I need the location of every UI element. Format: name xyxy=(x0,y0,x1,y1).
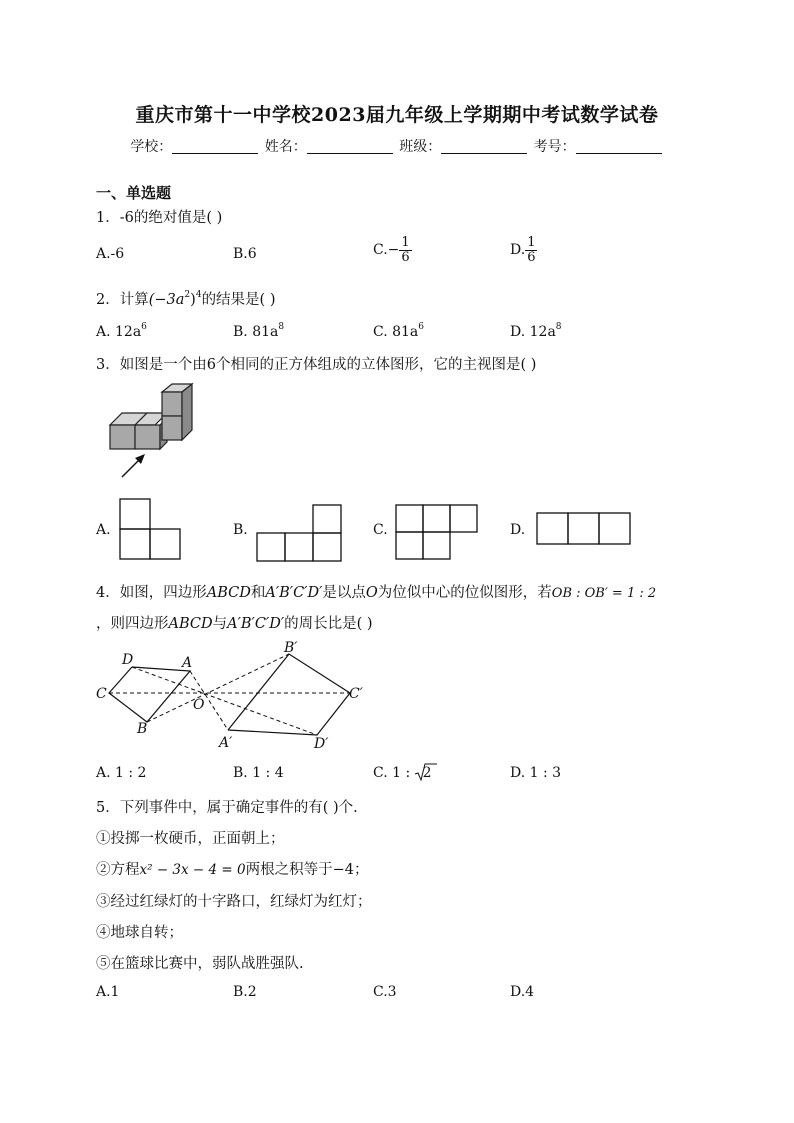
q3-option-c: C. xyxy=(373,522,388,538)
q2-a-text: A. 12a xyxy=(96,324,142,340)
school-blank[interactable] xyxy=(172,139,258,154)
name-blank[interactable] xyxy=(307,139,393,154)
name-label: 姓名： xyxy=(264,139,307,155)
q5-item-1: ①投掷一枚硬币，正面朝上； xyxy=(96,831,285,847)
q1-option-d xyxy=(510,236,537,264)
label-b-prime: B′ xyxy=(284,640,298,656)
q1-option-a: A.-6 xyxy=(96,246,125,262)
q4-c-sqrt xyxy=(415,765,432,781)
q2-stem-post: 的结果是( ) xyxy=(201,292,276,308)
q4-ratio: OB : OB′ = 1 : 2 xyxy=(551,586,657,601)
q3-option-d: D. xyxy=(510,522,526,538)
q1-d-prefix: D. xyxy=(510,242,526,259)
q2-close: ) xyxy=(190,292,196,308)
q4-similarity-figure xyxy=(94,640,384,755)
q4-l2-c: 的周长比是( ) xyxy=(284,616,373,632)
q3-option-c-figure xyxy=(395,503,479,561)
q4-option-d: D. 1 : 3 xyxy=(510,765,562,781)
q3-stem: 3．如图是一个由6个相同的正方体组成的立体图形，它的主视图是( ) xyxy=(96,357,537,373)
q2-stem-pre: 2．计算 xyxy=(96,292,149,308)
q5-option-a: A.1 xyxy=(96,984,120,1000)
class-blank[interactable] xyxy=(441,139,527,154)
q2-exp4: 4 xyxy=(195,290,202,300)
q5-item-2-pre: ②方程 xyxy=(96,862,140,878)
sqrt-sign xyxy=(415,763,437,783)
q2-option-b xyxy=(233,322,284,340)
q3-option-a: A. xyxy=(96,522,111,538)
q4-rest: 为位似中心的位似图形，若 xyxy=(377,585,552,601)
q5-item-3: ③经过红绿灯的十字路口，红绿灯为红灯； xyxy=(96,894,372,910)
q1-c-den: 6 xyxy=(401,249,410,265)
q3-option-d-figure xyxy=(535,511,635,547)
q5-item-2 xyxy=(96,858,368,879)
q4-l2-a: ，则四边形 xyxy=(96,616,169,632)
q1-option-c xyxy=(373,236,412,264)
q5-item-4: ④地球自转； xyxy=(96,925,183,941)
q2-expr: (−3a xyxy=(148,292,185,308)
section-heading: 一、单选题 xyxy=(96,184,172,202)
q5-item-2-post: 两根之积等于−4； xyxy=(245,862,369,878)
q2-option-d xyxy=(510,322,562,340)
number-label: 考号： xyxy=(533,139,576,155)
q4-c-radicand: 2 xyxy=(422,765,432,781)
label-a: A xyxy=(182,655,193,671)
line-bb-prime xyxy=(147,654,289,722)
quad-abcd-prime xyxy=(228,654,350,735)
q5-item-5: ⑤在篮球比赛中，弱队战胜强队. xyxy=(96,956,304,972)
q2-a-exp: 6 xyxy=(141,322,147,332)
student-info-line xyxy=(0,136,794,156)
q1-stem: 1．-6的绝对值是( ) xyxy=(96,210,223,226)
label-c: C xyxy=(96,686,107,702)
quad-abcd xyxy=(109,667,190,722)
q1-c-fraction xyxy=(399,236,411,264)
label-o: O xyxy=(193,697,205,713)
q5-option-d: D.4 xyxy=(510,984,535,1000)
q4-l2-abcd: ABCD xyxy=(168,616,213,632)
q1-c-prefix: C.− xyxy=(373,242,400,259)
q2-c-text: C. 81a xyxy=(373,324,419,340)
label-c-prime: C′ xyxy=(349,686,363,702)
q4-o: O xyxy=(365,585,378,601)
q2-d-text: D. 12a xyxy=(510,324,556,340)
q1-d-den: 6 xyxy=(527,249,536,265)
school-label: 学校： xyxy=(130,139,173,155)
q2-option-c xyxy=(373,322,424,340)
q2-b-text: B. 81a xyxy=(233,324,279,340)
q4-option-a: A. 1 : 2 xyxy=(96,765,147,781)
q4-option-c xyxy=(373,765,432,781)
q3-option-b: B. xyxy=(233,522,248,538)
q4-l2-b: 与 xyxy=(212,616,228,632)
q2-stem xyxy=(96,288,276,309)
class-label: 班级： xyxy=(399,139,442,155)
label-d-prime: D′ xyxy=(314,736,329,752)
q1-d-fraction xyxy=(525,236,537,264)
q2-c-exp: 6 xyxy=(418,322,425,332)
q2-b-exp: 8 xyxy=(278,322,285,332)
q5-equation: x² − 3x − 4 = 0 xyxy=(139,862,246,878)
q1-d-num: 1 xyxy=(527,235,536,250)
q1-c-num: 1 xyxy=(401,235,410,250)
q4-stem-line1 xyxy=(96,581,656,602)
q4-option-b: B. 1 : 4 xyxy=(233,765,284,781)
q5-option-b: B.2 xyxy=(233,984,257,1000)
q4-stem-line2 xyxy=(96,612,373,633)
q4-abcd: ABCD xyxy=(206,585,251,601)
q1-option-b: B.6 xyxy=(233,246,257,262)
q4-is: 是以点 xyxy=(322,585,366,601)
q3-cube-figure xyxy=(105,382,200,482)
q3-option-a-figure xyxy=(118,497,182,561)
q4-c-prefix: C. 1 : xyxy=(373,765,411,781)
q2-d-exp: 8 xyxy=(555,322,562,332)
q2-exp2: 2 xyxy=(184,290,191,300)
q4-abcd2: A′B′C′D′ xyxy=(265,585,323,601)
q4-and: 和 xyxy=(250,585,266,601)
q4-l2-abcd2: A′B′C′D′ xyxy=(227,616,285,632)
q5-option-c: C.3 xyxy=(373,984,397,1000)
number-blank[interactable] xyxy=(576,139,662,154)
q3-option-b-figure xyxy=(255,503,345,561)
label-d: D xyxy=(122,652,134,668)
q4-l1-a: 4．如图，四边形 xyxy=(96,585,207,601)
q2-option-a xyxy=(96,322,147,340)
label-a-prime: A′ xyxy=(219,735,233,751)
label-b: B xyxy=(137,721,148,737)
page-title: 重庆市第十一中学校2023届九年级上学期期中考试数学试卷 xyxy=(135,104,659,126)
q5-stem: 5．下列事件中，属于确定事件的有( )个. xyxy=(96,800,358,816)
